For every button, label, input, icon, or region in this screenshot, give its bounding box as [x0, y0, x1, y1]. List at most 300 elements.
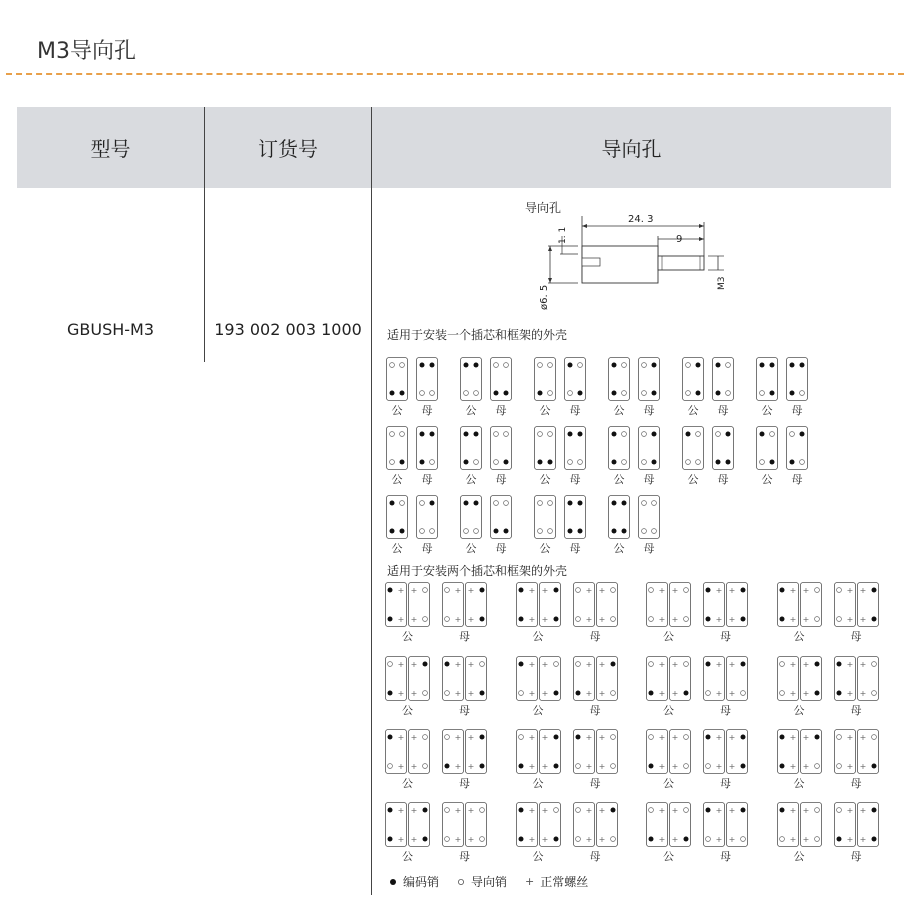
female-insert-diagram [416, 357, 438, 401]
screw-plus-icon: + [859, 835, 866, 844]
screw-plus-icon: + [585, 660, 592, 669]
guide-pin-dot [741, 691, 746, 696]
coding-pin-dot [388, 617, 393, 622]
male-label: 公 [465, 473, 477, 486]
coding-pin-dot [464, 501, 469, 506]
guide-pin-dot [642, 501, 647, 506]
guide-pin-dot [642, 460, 647, 465]
coding-pin-dot [779, 735, 784, 740]
female-insert-diagram [490, 357, 512, 401]
guide-pin-dot [779, 837, 784, 842]
coding-pin-dot [741, 588, 746, 593]
male-double-frame-diagram [516, 802, 561, 847]
guide-pin-dot [445, 691, 450, 696]
guide-pin-dot [610, 735, 615, 740]
screw-plus-icon: + [802, 660, 809, 669]
female-insert-diagram [638, 426, 660, 470]
screw-plus-icon: + [528, 586, 535, 595]
coding-pin-dot [388, 837, 393, 842]
screw-plus-icon: + [454, 733, 462, 742]
screw-plus-icon: + [585, 689, 592, 698]
screw-plus-icon: + [728, 733, 736, 742]
guide-pin-dot [445, 837, 450, 842]
coding-pin-dot [836, 691, 841, 696]
guide-pin-dot [642, 391, 647, 396]
guide-pin-dot [568, 460, 573, 465]
guide-pin-dot [548, 529, 553, 534]
coding-pin-dot [423, 662, 428, 667]
screw-plus-icon: + [467, 586, 475, 595]
female-insert-diagram [712, 426, 734, 470]
female-label: 母 [421, 473, 433, 486]
female-label: 母 [421, 542, 433, 555]
guide-pin-dot [871, 691, 876, 696]
guide-pin-dot [649, 735, 654, 740]
male-label: 公 [391, 404, 403, 417]
screw-plus-icon: + [528, 762, 535, 771]
guide-pin-dot [686, 460, 691, 465]
screw-plus-icon: + [397, 733, 405, 742]
coding-pin-dot [652, 391, 657, 396]
guide-pin-dot [696, 460, 701, 465]
male-insert-diagram [682, 426, 704, 470]
screw-plus-icon: + [397, 835, 405, 844]
male-double-frame-diagram [385, 656, 430, 701]
screw-plus-icon: + [859, 689, 866, 698]
screw-plus-icon: + [585, 733, 592, 742]
male-double-frame-diagram [646, 582, 691, 627]
coding-pin-dot [770, 460, 775, 465]
guide-pin-dot [836, 735, 841, 740]
guide-pin-dot [610, 837, 615, 842]
coding-pin-dot [578, 501, 583, 506]
screw-plus-icon: + [715, 586, 723, 595]
coding-pin-dot [706, 808, 711, 813]
female-label: 母 [569, 404, 581, 417]
coding-pin-dot [480, 735, 485, 740]
screw-plus-icon: + [598, 762, 605, 771]
female-double-frame-diagram [703, 729, 748, 774]
female-label: 母 [643, 473, 655, 486]
screw-plus-icon: + [658, 586, 666, 595]
male-insert-diagram [386, 426, 408, 470]
guide-pin-dot [642, 363, 647, 368]
screw-plus-icon: + [410, 762, 418, 771]
coding-pin-dot [568, 501, 573, 506]
screw-plus-icon: + [410, 586, 418, 595]
male-insert-diagram [756, 426, 778, 470]
screw-plus-icon: + [728, 586, 736, 595]
guide-pin-dot [538, 501, 543, 506]
male-insert-diagram [608, 426, 630, 470]
coding-pin-dot [684, 691, 689, 696]
screw-plus-icon: + [859, 733, 866, 742]
guide-pin-dot [578, 460, 583, 465]
female-insert-diagram [564, 357, 586, 401]
coding-pin-dot [779, 808, 784, 813]
male-insert-diagram [608, 495, 630, 539]
coding-pin-dot [684, 837, 689, 842]
guide-pin-dot [610, 617, 615, 622]
guide-pin-dot [445, 588, 450, 593]
guide-pin-dot [684, 735, 689, 740]
coding-pin-dot [494, 391, 499, 396]
guide-pin-dot [814, 837, 819, 842]
guide-pin-dot [390, 363, 395, 368]
screw-plus-icon: + [715, 615, 723, 624]
dim-thread: M3 [717, 276, 727, 290]
guide-pin-dot [504, 501, 509, 506]
screw-plus-icon: + [789, 733, 796, 742]
guide-pin-dot [575, 808, 580, 813]
male-label: 公 [539, 542, 551, 555]
coding-pin-dot [741, 617, 746, 622]
guide-pin-dot [474, 460, 479, 465]
coding-pin-dot [553, 691, 558, 696]
coding-pin-dot [388, 808, 393, 813]
legend-guide-pin [457, 873, 507, 890]
guide-pin-dot [518, 735, 523, 740]
coding-pin-dot [716, 391, 721, 396]
guide-hole-drawing [520, 198, 740, 318]
female-insert-diagram [786, 426, 808, 470]
screw-plus-icon: + [541, 660, 548, 669]
screw-plus-icon: + [598, 586, 605, 595]
guide-pin-dot [800, 460, 805, 465]
coding-pin-dot [770, 391, 775, 396]
female-label: 母 [643, 404, 655, 417]
guide-pin-dot [814, 764, 819, 769]
female-label: 母 [717, 404, 729, 417]
screw-plus-icon: + [397, 762, 405, 771]
screw-plus-icon: + [541, 806, 548, 815]
guide-pin-dot [538, 432, 543, 437]
male-label: 公 [402, 704, 413, 717]
screw-plus-icon: + [585, 762, 592, 771]
coding-pin-dot [430, 432, 435, 437]
screw-plus-icon: + [671, 660, 679, 669]
screw-plus-icon: + [658, 835, 666, 844]
male-label: 公 [402, 850, 413, 863]
hollow-dot-icon [457, 878, 465, 886]
female-label: 母 [495, 404, 507, 417]
screw-plus-icon: + [454, 835, 462, 844]
coding-pin-dot [779, 617, 784, 622]
screw-plus-icon: + [454, 689, 462, 698]
coding-pin-dot [548, 460, 553, 465]
guide-pin-dot [494, 432, 499, 437]
guide-pin-dot [474, 391, 479, 396]
guide-pin-dot [423, 588, 428, 593]
coding-pin-dot [779, 588, 784, 593]
guide-pin-dot [622, 391, 627, 396]
guide-pin-dot [726, 391, 731, 396]
male-label: 公 [532, 704, 544, 717]
guide-pin-dot [494, 460, 499, 465]
male-label: 公 [613, 404, 625, 417]
coding-pin-dot [474, 432, 479, 437]
screw-plus-icon: + [671, 762, 679, 771]
guide-pin-dot [706, 764, 711, 769]
coding-pin-dot [578, 529, 583, 534]
female-label: 母 [589, 630, 601, 643]
male-insert-diagram [460, 495, 482, 539]
screw-plus-icon: + [715, 806, 723, 815]
guide-pin-dot [400, 363, 405, 368]
coding-pin-dot [741, 764, 746, 769]
female-double-frame-diagram [834, 656, 879, 701]
female-label: 母 [850, 630, 862, 643]
coding-pin-dot [622, 529, 627, 534]
guide-pin-dot [610, 691, 615, 696]
screw-plus-icon: + [728, 660, 736, 669]
coding-pin-dot [706, 662, 711, 667]
coding-pin-dot [504, 529, 509, 534]
female-label: 母 [850, 850, 862, 863]
guide-pin-dot [504, 432, 509, 437]
screw-plus-icon: + [528, 689, 535, 698]
coding-pin-dot [400, 391, 405, 396]
male-label: 公 [663, 704, 674, 717]
coding-pin-dot [622, 501, 627, 506]
male-insert-diagram [756, 357, 778, 401]
female-label: 母 [589, 850, 601, 863]
female-label: 母 [459, 630, 470, 643]
female-label: 母 [791, 473, 803, 486]
guide-pin-dot [548, 363, 553, 368]
male-double-frame-diagram [385, 802, 430, 847]
coding-pin-dot [612, 432, 617, 437]
female-label: 母 [720, 704, 731, 717]
coding-pin-dot [800, 363, 805, 368]
male-label: 公 [402, 777, 413, 790]
coding-pin-dot [612, 460, 617, 465]
male-label: 公 [465, 542, 477, 555]
screw-plus-icon: + [585, 835, 592, 844]
screw-plus-icon: + [467, 660, 475, 669]
guide-pin-dot [423, 764, 428, 769]
screw-plus-icon: + [397, 689, 405, 698]
coding-pin-dot [518, 764, 523, 769]
male-insert-diagram [460, 426, 482, 470]
coding-pin-dot [578, 432, 583, 437]
coding-pin-dot [420, 363, 425, 368]
male-label: 公 [663, 850, 674, 863]
male-double-frame-diagram [385, 729, 430, 774]
coding-pin-dot [423, 837, 428, 842]
screw-plus-icon: + [802, 615, 809, 624]
coding-pin-dot [790, 460, 795, 465]
screw-plus-icon: + [728, 835, 736, 844]
male-double-frame-diagram [516, 582, 561, 627]
guide-pin-dot [642, 432, 647, 437]
female-label: 母 [569, 473, 581, 486]
male-double-frame-diagram [516, 656, 561, 701]
screw-plus-icon: + [528, 835, 535, 844]
female-insert-diagram [638, 357, 660, 401]
male-label: 公 [613, 473, 625, 486]
male-label: 公 [465, 404, 477, 417]
coding-pin-dot [430, 501, 435, 506]
guide-pin-dot [684, 808, 689, 813]
screw-plus-icon: + [728, 689, 736, 698]
guide-pin-dot [575, 588, 580, 593]
male-insert-diagram [682, 357, 704, 401]
screw-plus-icon: + [671, 835, 679, 844]
guide-pin-dot [578, 363, 583, 368]
coding-pin-dot [568, 529, 573, 534]
male-double-frame-diagram [646, 802, 691, 847]
male-label: 公 [687, 473, 699, 486]
screw-plus-icon: + [467, 615, 475, 624]
guide-pin-dot [420, 529, 425, 534]
screw-plus-icon: + [541, 762, 548, 771]
screw-plus-icon: + [397, 660, 405, 669]
coding-pin-dot [480, 764, 485, 769]
coding-pin-dot [553, 764, 558, 769]
dim-collar: 1. 1 [558, 226, 568, 244]
guide-pin-dot [871, 662, 876, 667]
female-insert-diagram [416, 426, 438, 470]
guide-pin-dot [649, 808, 654, 813]
screw-plus-icon: + [598, 806, 605, 815]
screw-plus-icon: + [528, 615, 535, 624]
guide-pin-dot [445, 735, 450, 740]
guide-pin-dot [706, 837, 711, 842]
screw-plus-icon: + [585, 586, 592, 595]
coding-pin-dot [388, 691, 393, 696]
coding-pin-dot [480, 588, 485, 593]
female-double-frame-diagram [834, 729, 879, 774]
guide-pin-dot [684, 617, 689, 622]
double-insert-label: 适用于安装两个插芯和框架的外壳 [387, 564, 568, 578]
coding-pin-dot [474, 501, 479, 506]
page-title: M3导向孔 [37, 39, 136, 64]
coding-pin-dot [696, 363, 701, 368]
male-double-frame-diagram [385, 582, 430, 627]
screw-plus-icon: + [658, 615, 666, 624]
male-insert-diagram [534, 357, 556, 401]
coding-pin-dot [400, 460, 405, 465]
male-label: 公 [402, 630, 413, 643]
filled-dot-icon [389, 878, 397, 886]
coding-pin-dot [790, 363, 795, 368]
male-double-frame-diagram [777, 729, 822, 774]
order-number-value: 193 002 003 1000 [214, 320, 362, 339]
coding-pin-dot [464, 432, 469, 437]
male-double-frame-diagram [516, 729, 561, 774]
guide-pin-dot [474, 529, 479, 534]
coding-pin-dot [553, 735, 558, 740]
model-value: GBUSH-M3 [66, 320, 155, 339]
guide-pin-dot [814, 617, 819, 622]
female-insert-diagram [416, 495, 438, 539]
coding-pin-dot [741, 808, 746, 813]
screw-plus-icon: + [846, 660, 853, 669]
screw-plus-icon: + [410, 733, 418, 742]
male-label: 公 [793, 704, 805, 717]
guide-pin-dot [553, 662, 558, 667]
male-insert-diagram [608, 357, 630, 401]
screw-plus-icon: + [585, 615, 592, 624]
female-label: 母 [791, 404, 803, 417]
coding-pin-dot [706, 588, 711, 593]
guide-pin-dot [420, 501, 425, 506]
coding-pin-dot [686, 432, 691, 437]
guide-pin-dot [400, 501, 405, 506]
coding-pin-dot [464, 363, 469, 368]
screw-plus-icon: + [528, 806, 535, 815]
female-insert-diagram [712, 357, 734, 401]
male-label: 公 [391, 542, 403, 555]
guide-pin-dot [423, 691, 428, 696]
guide-pin-dot [760, 460, 765, 465]
screw-plus-icon: + [789, 660, 796, 669]
dim-length: 24. 3 [628, 214, 654, 225]
coding-pin-dot [696, 391, 701, 396]
screw-plus-icon: + [789, 835, 796, 844]
guide-pin-dot [652, 529, 657, 534]
screw-plus-icon: + [671, 806, 679, 815]
screw-plus-icon: + [846, 586, 853, 595]
screw-plus-icon: + [658, 762, 666, 771]
screw-plus-icon: + [585, 806, 592, 815]
guide-pin-dot [494, 501, 499, 506]
screw-plus-icon: + [528, 733, 535, 742]
female-label: 母 [495, 473, 507, 486]
guide-pin-dot [779, 662, 784, 667]
guide-pin-dot [836, 764, 841, 769]
guide-pin-dot [430, 529, 435, 534]
screw-plus-icon: + [846, 835, 853, 844]
coding-pin-dot [504, 391, 509, 396]
female-label: 母 [717, 473, 729, 486]
coding-pin-dot [445, 764, 450, 769]
screw-plus-icon: + [467, 835, 475, 844]
coding-pin-dot [388, 588, 393, 593]
legend-guide-pin-label: 导向销 [471, 875, 508, 889]
screw-plus-icon: + [598, 689, 605, 698]
male-insert-diagram [460, 357, 482, 401]
female-insert-diagram [638, 495, 660, 539]
guide-pin-dot [420, 391, 425, 396]
screw-plus-icon: + [541, 835, 548, 844]
guide-pin-dot [390, 460, 395, 465]
screw-plus-icon: + [846, 762, 853, 771]
guide-pin-dot [548, 432, 553, 437]
screw-plus-icon: + [715, 660, 723, 669]
guide-pin-dot [871, 735, 876, 740]
drawing-label: 导向孔 [525, 201, 562, 215]
guide-pin-dot [575, 764, 580, 769]
coding-pin-dot [480, 617, 485, 622]
coding-pin-dot [779, 764, 784, 769]
guide-pin-dot [649, 617, 654, 622]
guide-pin-dot [575, 617, 580, 622]
guide-pin-dot [390, 432, 395, 437]
guide-pin-dot [423, 617, 428, 622]
coding-pin-dot [741, 735, 746, 740]
guide-pin-dot [836, 617, 841, 622]
female-insert-diagram [564, 495, 586, 539]
screw-plus-icon: + [658, 806, 666, 815]
female-label: 母 [850, 777, 862, 790]
coding-pin-dot [836, 837, 841, 842]
screw-plus-icon: + [541, 586, 548, 595]
coding-pin-dot [760, 432, 765, 437]
screw-plus-icon: + [467, 762, 475, 771]
guide-pin-dot [575, 837, 580, 842]
